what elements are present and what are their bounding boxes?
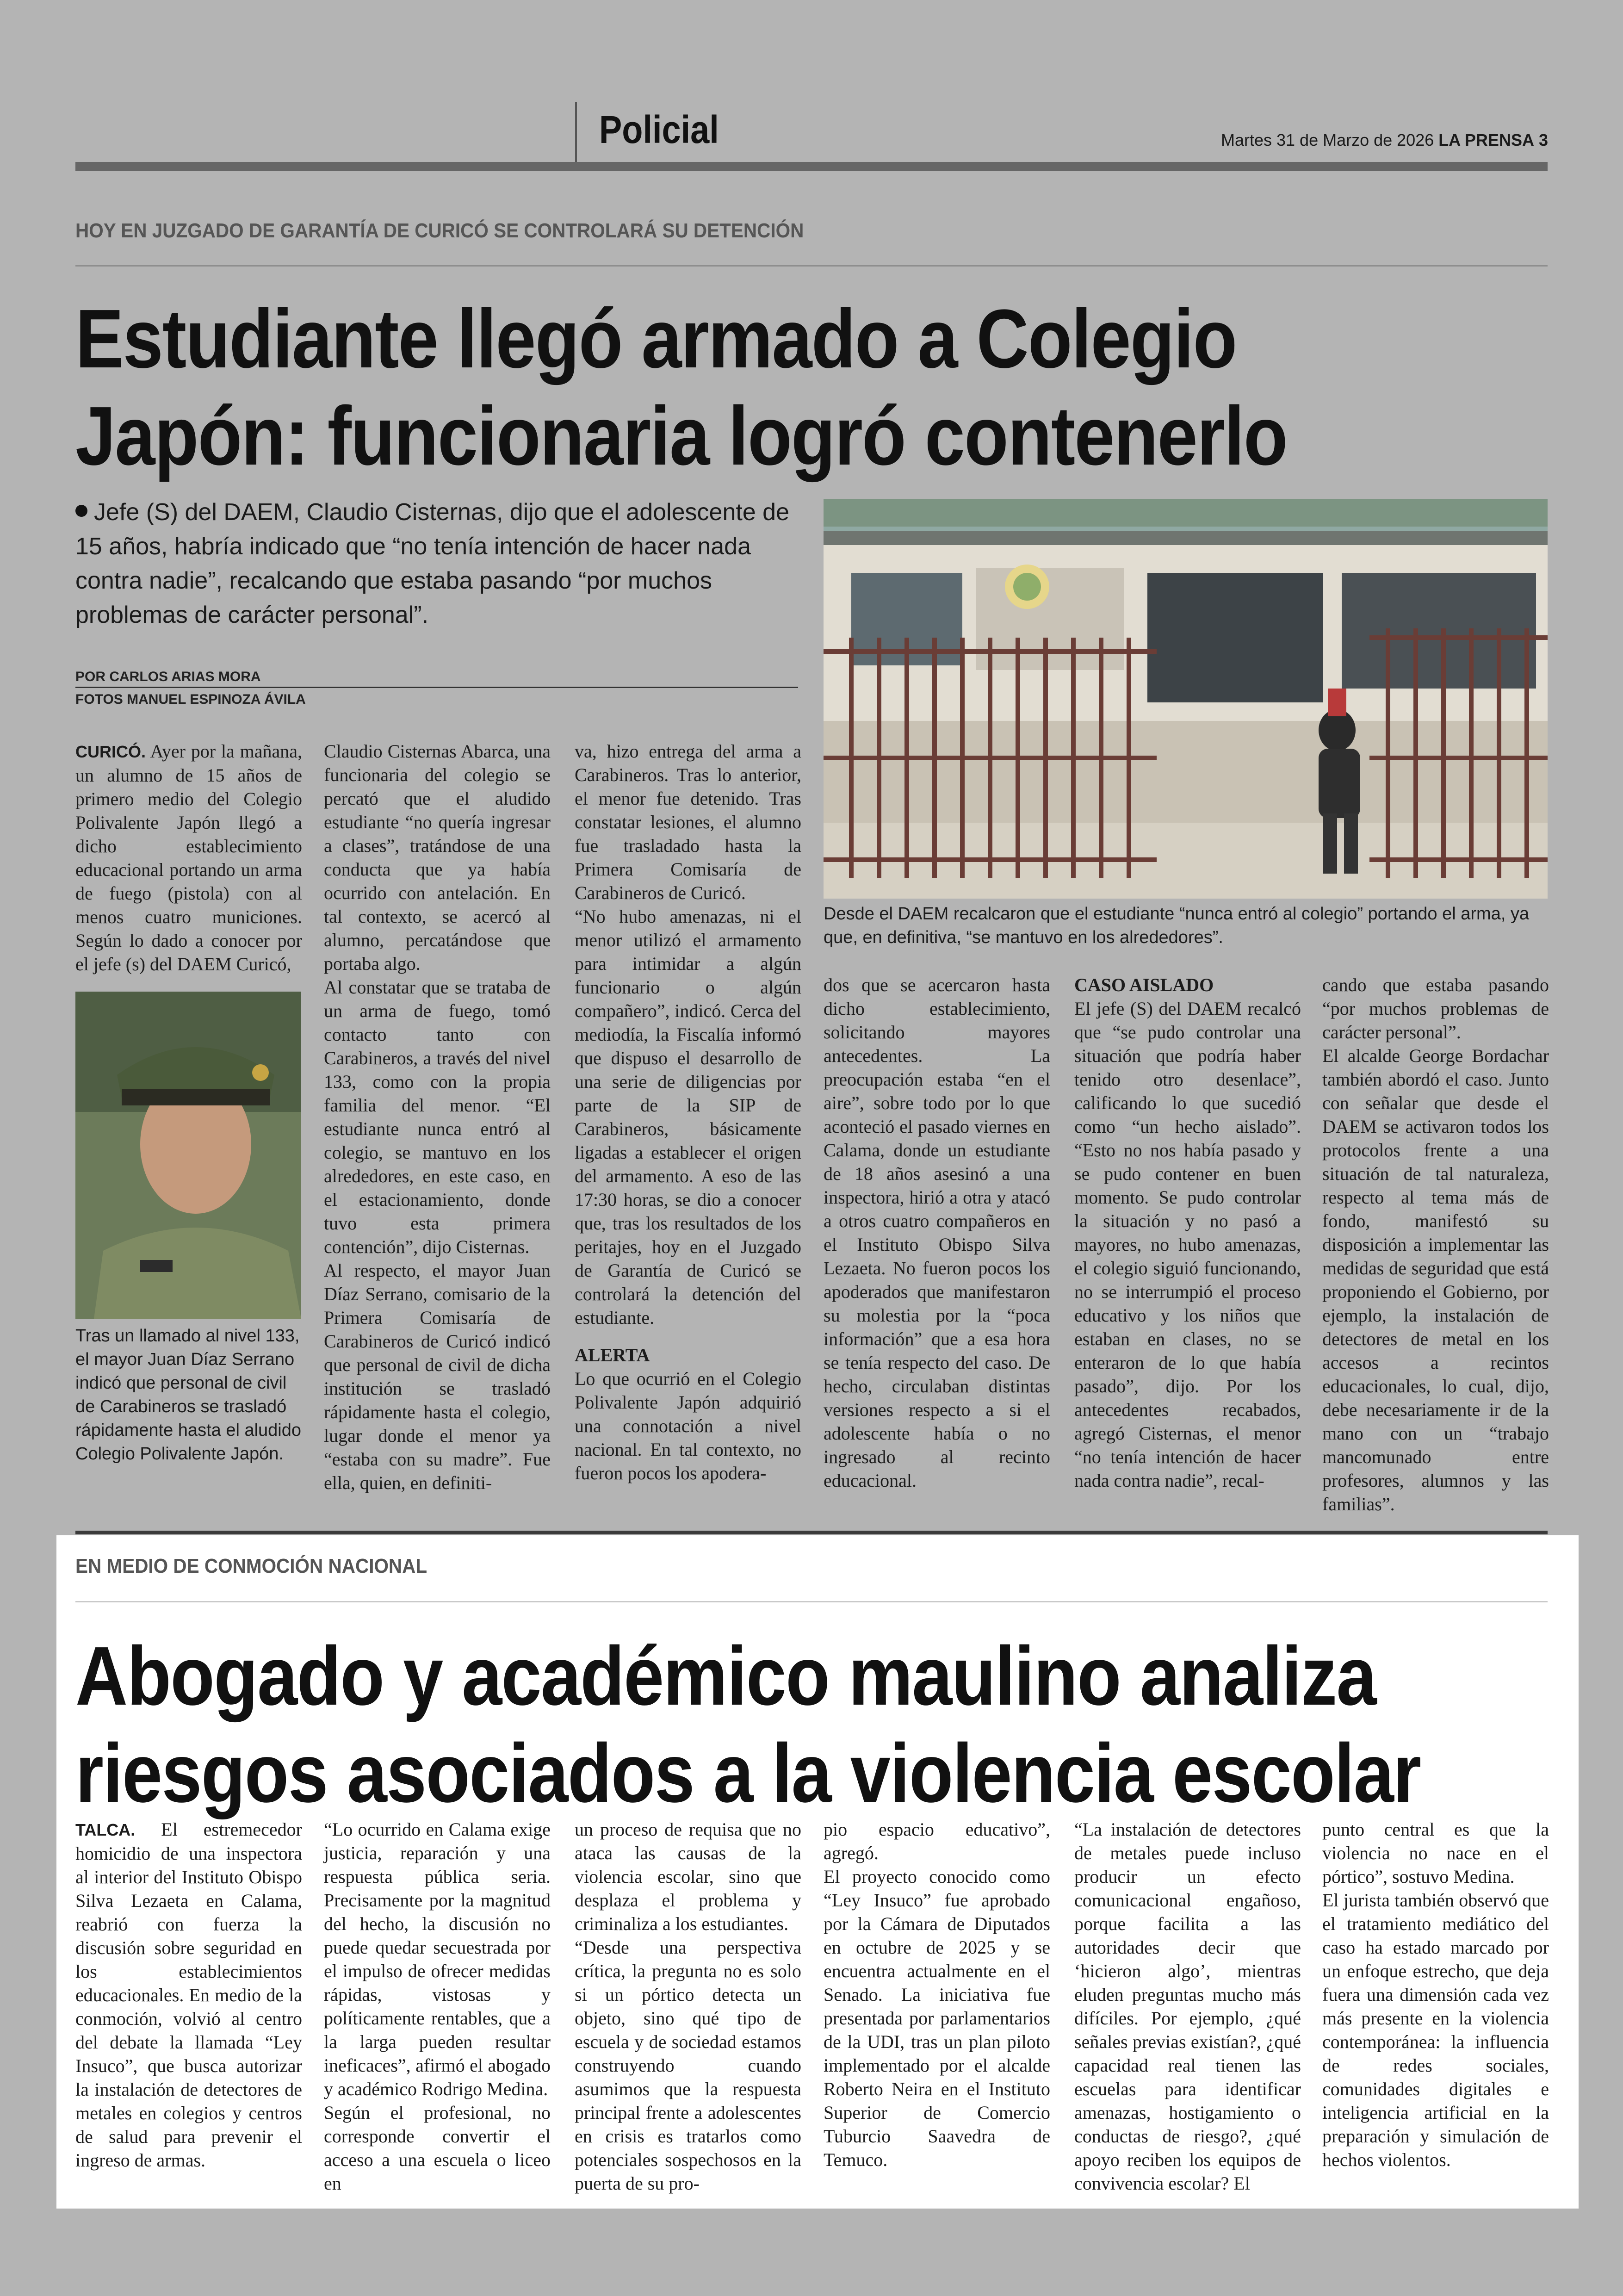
byline-rule — [75, 687, 798, 688]
article1-column-4: dos que se acercaron hasta dicho establecimiento, solicitando mayores antecedentes. La preocupación estaba “en el aire”, sobre todo por lo que aconteció el pasado viernes en Calama, donde un estudiante de 18 años asesinó a una inspectora, hirió a otra y atacó a otros cuatro compañeros en el Instituto Obispo Silva Lezaeta. No fueron pocos los apoderados que manifestaron su molestia por la “poca información” que a esa hora se tenía respecto del caso. De hecho, circulaban distintas versiones respecto a si el adolescente había o no ingresado al recinto educacional. — [824, 974, 1050, 1491]
dateline: CURICÓ. — [75, 742, 146, 761]
article1-column-1: CURICÓ. Ayer por la mañana, un alumno de 15 años de primero medio del Colegio Polivalente Japón llegó a dicho establecimiento educacional portando un arma de fuego (pistola) con al menos cuatro municiones. Según lo dado a conocer por el jefe (s) del DAEM Curicó, — [75, 741, 302, 974]
summary-text: Jefe (S) del DAEM, Claudio Cisternas, dijo que el adolescente de 15 años, habría indicado que “no tenía intención de hacer nada contra nadie”, recalcando que estaba pasando “por muchos problemas de carácter personal”. — [75, 499, 790, 628]
officer-portrait-illustration — [75, 992, 301, 1319]
article1-column-3: va, hizo entrega del arma a Carabineros. Tras lo anterior, el menor fue detenido. Tras constatar lesiones, el alumno fue trasladado hasta la Primera Comisaría de Carabineros de Curicó. “No hubo amenazas, ni el menor utilizó el armamento para intimidar a algún funcionario o algún compañero”, indicó. Cerca del mediodía, la Fiscalía informó que dispuso el desarrollo de una serie de diligencias por parte de la SIP de Carabineros, básicamente ligadas a establecer el origen del armamento. A eso de las 17:30 horas, se dio a conocer que, tras los resultados de los peritajes, hoy en el Juzgado de Garantía de Curicó se controlará la detención del estudiante. ALERTA Lo que ocurrió en el Colegio Polivalente Japón adquirió una connotación a nivel nacional. En tal contexto, no fueron pocos los apodera- — [575, 741, 801, 1483]
article2-column-6: punto central es que la violencia no nace en el pórtico”, sostuvo Medina. El jurista también observó que el tratamiento mediático del caso ha estado marcado por un enfoque estrecho, que deja fuera una dimensión cada vez más presente en la violencia contemporánea: la influencia de redes sociales, comunidades digitales e inteligencia artificial en la preparación y simulación de hechos violentos. — [1322, 1819, 1549, 2170]
school-entrance-illustration — [824, 499, 1548, 899]
article2-column-4: pio espacio educativo”, agregó. El proyecto conocido como “Ley Insuco” fue aprobado por la Cámara de Diputados en octubre de 2025 y se encuentra actualmente en el Senado. La iniciativa fue presentada por parlamentarios de la UDI, tras un plan piloto implementado por el alcalde Roberto Neira en el Instituto Superior de Comercio Tuburcio Saavedra de Temuco. — [824, 1819, 1050, 2170]
byline-photos: FOTOS MANUEL ESPINOZA ÁVILA — [75, 692, 306, 707]
article1-column-5: CASO AISLADO El jefe (S) del DAEM recalcó que “se pudo controlar una situación que podría haber tenido otro desenlace”, calificando lo que sucedió como “un hecho aislado”. “Esto no nos había pasado y se pudo contener en buen momento. Se pudo controlar la situación y no pasó a mayores, no hubo amenazas, el colegio siguió funcionando, no se interrumpió el proceso educativo y los niños que estaban en clases, no se enteraron de lo que había pasado”, dijo. Por los antecedentes recabados, agregó Cisternas, el menor “no tenía intención de hacer nada contra nadie”, recal- — [1074, 973, 1301, 1492]
article1-summary — [75, 495, 797, 632]
article1-kicker: HOY EN JUZGADO DE GARANTÍA DE CURICÓ SE CONTROLARÁ SU DETENCIÓN — [75, 219, 804, 242]
article1-headline — [75, 291, 1287, 485]
portrait-caption: Tras un llamado al nivel 133, el mayor Juan Díaz Serrano indicó que personal de civil de Carabineros se trasladó rápidamente hasta el aludido Colegio Polivalente Japón. — [75, 1326, 302, 1464]
article2-kicker: EN MEDIO DE CONMOCIÓN NACIONAL — [75, 1555, 427, 1577]
article2-headline — [75, 1628, 1420, 1822]
article1-column-6: cando que estaba pasando “por muchos problemas de carácter personal”. El alcalde George Bordachar también abordó el caso. Junto con señalar que desde el DAEM se activaron todos los protocolos frente a una situación de tal naturaleza, respecto al tema más de fondo, manifestó su disposición a implementar las medidas de seguridad que está proponiendo el Gobierno, por ejemplo, la instalación de detectores de metal en los accesos a recintos educacionales, lo cual, dijo, debe necesariamente ir de la mano con un “trabajo mancomunado entre profesores, alumnos y las familias”. — [1322, 974, 1549, 1514]
header-bar — [75, 162, 1548, 171]
dateline: TALCA. — [75, 1820, 136, 1839]
headline-line-1: Abogado y académico maulino analiza — [75, 1630, 1376, 1723]
header-dateline — [1221, 130, 1548, 150]
article2-column-1: TALCA. El estremecedor homicidio de una inspectora al interior del Instituto Obispo Silva Lezaeta en Calama, reabrió con fuerza la discusión sobre seguridad en los establecimientos educacionales. En medio de la conmoción, volvió al centro del debate la llamada “Ley Insuco”, que busca autorizar la instalación de detectores de metales en colegios y centros de salud para prevenir el ingreso de armas. — [75, 1819, 302, 2171]
kicker-rule — [75, 265, 1548, 267]
headline-line-2: Japón: funcionaria logró contenerlo — [75, 390, 1287, 483]
kicker-rule — [75, 1601, 1548, 1602]
headline-line-1: Estudiante llegó armado a Colegio — [75, 292, 1237, 385]
newspaper-name: LA PRENSA — [1438, 130, 1534, 149]
photo-caption: Desde el DAEM recalcaron que el estudiante “nunca entró al colegio” portando el arma, ya que, en definitiva, “se mantuvo en los alrededores”. — [824, 904, 1530, 947]
bullet-icon — [75, 505, 87, 517]
page-number: 3 — [1538, 130, 1548, 149]
officer-portrait-photo — [75, 992, 301, 1319]
article-separator — [75, 1531, 1548, 1534]
school-entrance-photo — [824, 499, 1548, 899]
subhead-caso-aislado: CASO AISLADO — [1074, 974, 1214, 995]
header-divider — [575, 102, 577, 162]
issue-date: Martes 31 de Marzo de 2026 — [1220, 130, 1434, 149]
byline-author: POR CARLOS ARIAS MORA — [75, 669, 261, 684]
article2-column-3: un proceso de requisa que no ataca las causas de la violencia escolar, sino que desplaza el problema y criminaliza a los estudiantes. “Desde una perspectiva crítica, la pregunta no es solo si un pórtico detecta un objeto, sino qué tipo de escuela y de sociedad estamos construyendo cuando asumimos que la respuesta principal frente a adolescentes en crisis es tratarlos como potenciales sospechosos en la puerta de su pro- — [575, 1819, 801, 2194]
subhead-alerta: ALERTA — [575, 1345, 650, 1365]
headline-line-2: riesgos asociados a la violencia escolar — [75, 1727, 1421, 1820]
article2-column-2: “Lo ocurrido en Calama exige justicia, reparación y una respuesta pública seria. Precisamente por la magnitud del hecho, la discusión no puede quedar secuestrada por el impulso de ofrecer medidas rápidas, vistosas y políticamente rentables, que a la larga pueden resultar ineficaces”, afirmó el abogado y académico Rodrigo Medina. Según el profesional, no corresponde convertir el acceso a una escuela o liceo en — [324, 1819, 551, 2194]
article2-column-5: “La instalación de detectores de metales puede incluso producir un efecto comunicacional engañoso, porque facilita a las autoridades decir que ‘hicieron algo’, mientras eluden preguntas mucho más difíciles. Por ejemplo, ¿qué señales previas existían?, ¿qué capacidad real tienen las escuelas para identificar amenazas, hostigamiento o conductas de riesgo?, ¿qué apoyo reciben los equipos de convivencia escolar? El — [1074, 1819, 1301, 2194]
article1-column-2: Claudio Cisternas Abarca, una funcionaria del colegio se percató que el aludido estudiante “no quería ingresar a clases”, tratándose de una conducta que ya había ocurrido con antelación. En tal contexto, se acercó al alumno, percatándose que portaba algo. Al constatar que se trataba de un arma de fuego, tomó contacto tanto con Carabineros, a través del nivel 133, como con la propia familia del menor. “El estudiante nunca entró al colegio, se mantuvo en los alrededores, en este caso, en el estacionamiento, donde tuvo esta primera contención”, dijo Cisternas. Al respecto, el mayor Juan Díaz Serrano, comisario de la Primera Comisaría de Carabineros de Curicó indicó que personal de civil de dicha institución se trasladó rápidamente hasta el colegio, lugar donde el menor ya “estaba con su madre”. Fue ella, quien, en definiti- — [324, 741, 551, 1493]
section-title: Policial — [599, 108, 719, 151]
